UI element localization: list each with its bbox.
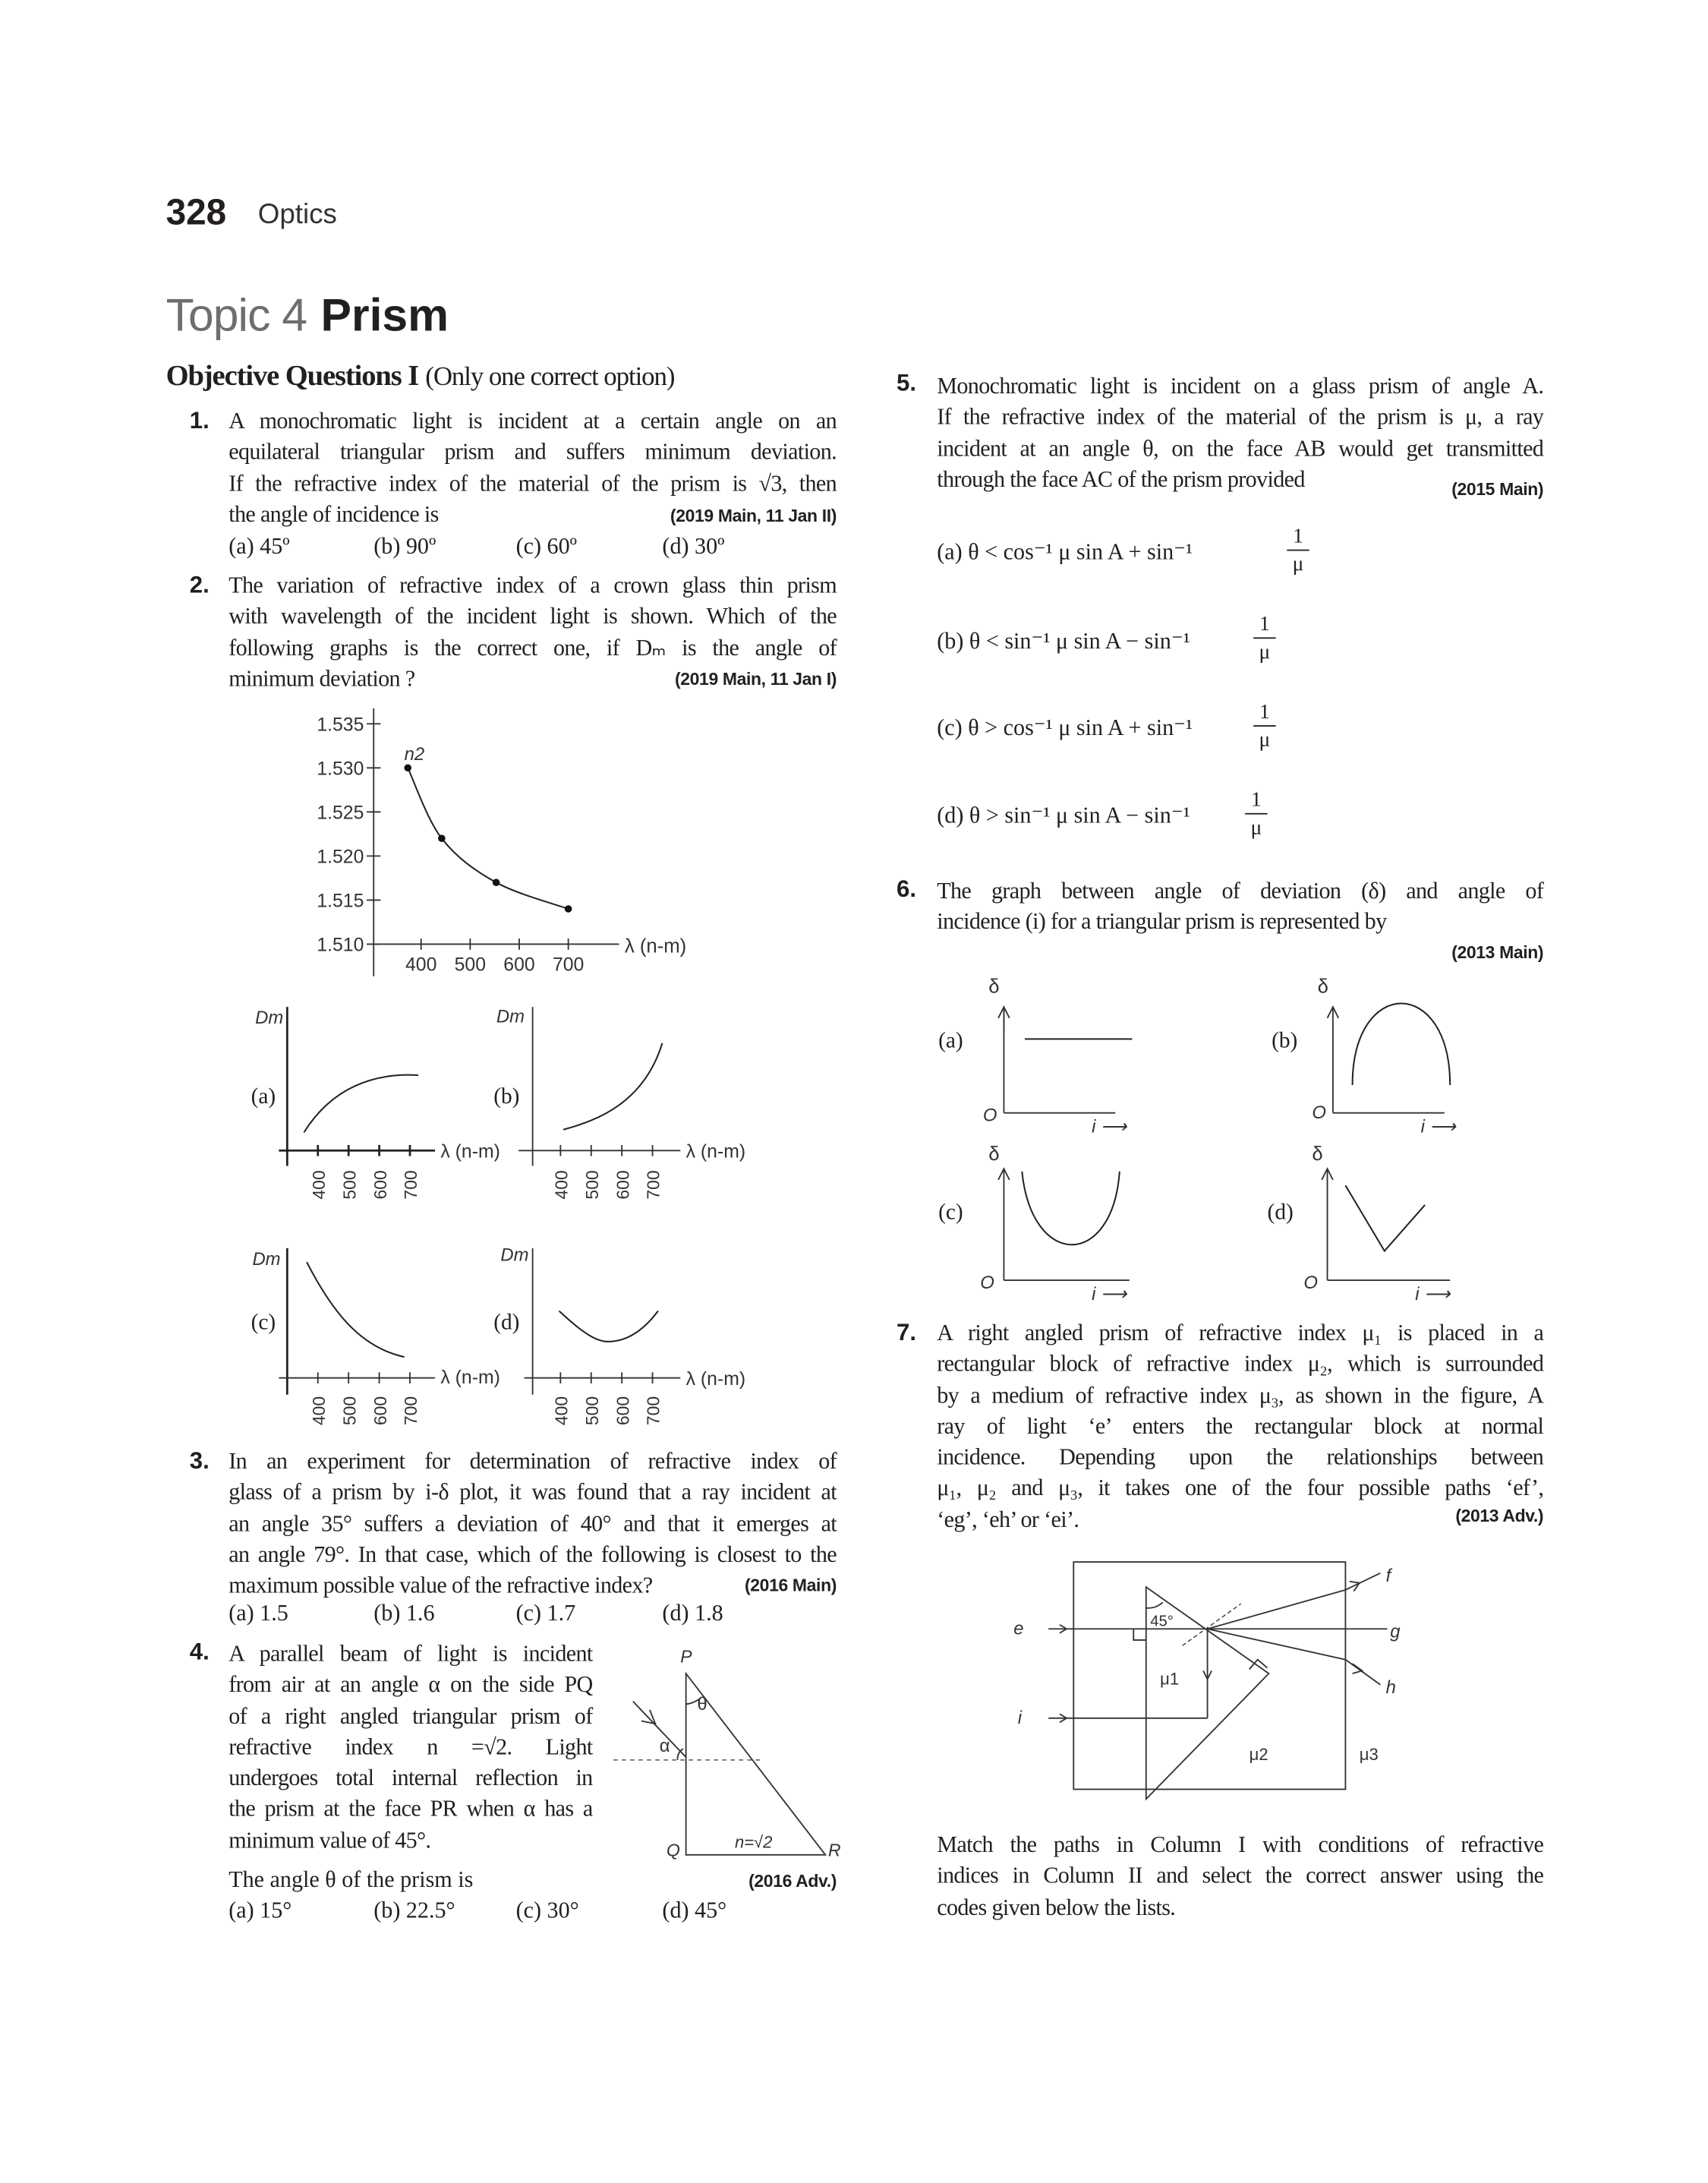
ray-label-i: i xyxy=(1017,1708,1023,1729)
text-line: glass of a prism by i-δ plot, it was found that a ray incident at xyxy=(228,1478,837,1506)
tick-label: 700 xyxy=(401,1396,421,1426)
y-tick-label: 1.515 xyxy=(317,891,364,912)
curve xyxy=(1353,1004,1451,1085)
y-axis-label: δ xyxy=(1312,1144,1323,1166)
text-line: A right angled prism of refractive index μ₁ is placed in a xyxy=(937,1319,1544,1346)
tick-label: 500 xyxy=(581,1170,602,1200)
tick-label: 500 xyxy=(339,1170,360,1200)
graph-label: (a) xyxy=(938,1028,963,1053)
graph-label: (c) xyxy=(938,1200,963,1225)
data-point xyxy=(404,765,411,772)
tick-label: 500 xyxy=(339,1396,360,1426)
graph-label: (a) xyxy=(251,1084,276,1109)
x-axis-label: λ (n-m) xyxy=(440,1141,500,1162)
curve xyxy=(304,1075,418,1133)
option-b[interactable]: (b) 1.6 xyxy=(373,1599,435,1626)
option-a[interactable]: (a) 15° xyxy=(228,1896,292,1923)
question-number: 1. xyxy=(189,407,210,434)
curve xyxy=(563,1043,662,1130)
y-tick-label: 1.510 xyxy=(317,935,364,956)
ray-label-e: e xyxy=(1013,1618,1024,1639)
x-axis-label: i ⟶ xyxy=(1092,1116,1127,1137)
text-line: by a medium of refractive index μ₃, as shown in the figure, A xyxy=(937,1381,1544,1409)
option-d[interactable]: (d) θ > sin⁻¹ μ sin A − sin⁻¹ xyxy=(937,802,1190,828)
option-graph-d[interactable] xyxy=(493,1244,745,1425)
question-source: (2016 Adv.) xyxy=(748,1871,837,1891)
option-graph-b[interactable] xyxy=(493,1006,745,1199)
text-line: following graphs is the correct one, if Dₘ is the angle of xyxy=(228,633,837,661)
text-line: undergoes total internal reflection in xyxy=(228,1764,593,1791)
y-axis-label: Dm xyxy=(252,1248,281,1270)
text-line: through the face AC of the prism provided xyxy=(937,465,1305,493)
numerator: 1 xyxy=(1245,788,1267,815)
tick-label: 600 xyxy=(613,1396,633,1426)
ray-label-h: h xyxy=(1385,1677,1396,1698)
mu3-label: μ3 xyxy=(1359,1744,1379,1764)
x-axis-label: λ (n-m) xyxy=(440,1368,500,1389)
x-axis-label: i ⟶ xyxy=(1420,1116,1456,1137)
page-number: 328 xyxy=(165,191,227,233)
graph-label: (b) xyxy=(1272,1028,1298,1053)
series-label: n2 xyxy=(404,744,425,765)
question-number: 5. xyxy=(896,369,917,396)
tick-label: 700 xyxy=(643,1396,663,1426)
text-line: incidence. Depending upon the relationships between xyxy=(937,1443,1544,1471)
option-a[interactable]: (a) 1.5 xyxy=(228,1599,288,1626)
data-point xyxy=(493,879,500,886)
x-tick-label: 400 xyxy=(405,954,437,976)
tick-label: 500 xyxy=(581,1396,602,1426)
numerator: 1 xyxy=(1253,612,1275,639)
origin-label: O xyxy=(1312,1103,1326,1124)
x-axis-label: λ (n-m) xyxy=(685,1141,746,1162)
x-axis-label: λ (n-m) xyxy=(685,1368,746,1390)
y-tick-label: 1.525 xyxy=(317,803,364,824)
text-line: minimum value of 45°. xyxy=(228,1826,431,1853)
mu2-label: μ2 xyxy=(1249,1744,1268,1764)
deviation-graph-d[interactable] xyxy=(1268,1144,1452,1304)
text-line: Monochromatic light is incident on a glass prism of angle A. xyxy=(937,372,1544,399)
vertex-label-q: Q xyxy=(666,1840,680,1860)
tick-label: 600 xyxy=(370,1396,390,1426)
option-d[interactable]: (d) 1.8 xyxy=(662,1599,723,1626)
deviation-graph-b[interactable] xyxy=(1272,976,1457,1137)
x-axis-label: i ⟶ xyxy=(1092,1283,1127,1304)
text-line: refractive index n =√2. Light xyxy=(228,1733,593,1760)
text-line: In an experiment for determination of refractive index of xyxy=(228,1447,837,1475)
text-line: equilateral triangular prism and suffers minimum deviation. xyxy=(228,438,837,465)
text-line: The variation of refractive index of a crown glass thin prism xyxy=(228,572,837,598)
data-point xyxy=(438,834,446,842)
y-tick-label: 1.520 xyxy=(317,847,364,868)
text-line: incidence (i) for a triangular prism is represented by xyxy=(937,908,1387,935)
text-line: ray of light ‘e’ enters the rectangular block at normal xyxy=(937,1412,1544,1440)
tick-label: 600 xyxy=(613,1170,633,1200)
right-angle-prism-figure xyxy=(613,1646,840,1860)
question-number: 3. xyxy=(189,1447,210,1475)
graph-label: (b) xyxy=(493,1084,520,1109)
series-line xyxy=(408,768,568,909)
origin-label: O xyxy=(1303,1273,1318,1294)
option-c[interactable]: (c) 1.7 xyxy=(515,1599,576,1626)
denominator: μ xyxy=(1259,729,1271,752)
x-axis-label: i ⟶ xyxy=(1415,1283,1451,1304)
x-tick-label: 700 xyxy=(552,954,585,976)
question-source: (2019 Main, 11 Jan I) xyxy=(674,669,837,689)
option-c[interactable]: (c) θ > cos⁻¹ μ sin A + sin⁻¹ xyxy=(937,714,1193,741)
curve xyxy=(1022,1172,1120,1244)
text-line: If the refractive index of the material of the prism is √3, then xyxy=(228,469,837,497)
y-axis-label: δ xyxy=(988,1144,1000,1166)
y-axis-label: δ xyxy=(1317,976,1328,998)
tick-label: 700 xyxy=(401,1170,421,1200)
y-tick-label: 1.530 xyxy=(317,759,364,780)
y-axis-label: Dm xyxy=(255,1008,284,1029)
text-line: the prism at the face PR when α has a xyxy=(228,1795,593,1822)
text-line: A parallel beam of light is incident xyxy=(228,1639,593,1667)
y-axis-label: Dm xyxy=(500,1244,529,1266)
question-source: (2013 Adv.) xyxy=(1455,1506,1544,1526)
text-line: of a right angled triangular prism of xyxy=(228,1702,593,1729)
origin-label: O xyxy=(980,1273,994,1294)
option-b[interactable]: (b) 90º xyxy=(373,532,436,560)
question-source: (2019 Main, 11 Jan II) xyxy=(670,506,837,526)
text-line: the angle of incidence is xyxy=(228,500,439,528)
option-c[interactable]: (c) 30° xyxy=(515,1896,579,1923)
section-title: Optics xyxy=(257,199,337,231)
vertex-label-r: R xyxy=(827,1840,841,1860)
ray-label-g: g xyxy=(1390,1621,1401,1642)
text-line: an angle 35° suffers a deviation of 40° and that it emerges at xyxy=(228,1509,837,1537)
data-point xyxy=(565,905,572,913)
text-line: The graph between angle of deviation (δ) and angle of xyxy=(937,877,1544,904)
graph-label: (d) xyxy=(493,1310,520,1335)
x-tick-label: 500 xyxy=(454,954,487,976)
question-number: 6. xyxy=(896,875,917,903)
question-number: 2. xyxy=(189,572,210,598)
origin-label: O xyxy=(982,1105,997,1126)
option-c[interactable]: (c) 60º xyxy=(515,532,577,560)
ray-label-f: f xyxy=(1385,1565,1391,1586)
tick-label: 400 xyxy=(308,1170,329,1200)
curve xyxy=(307,1262,405,1357)
question-source: (2013 Main) xyxy=(1451,942,1544,963)
prism-in-block-figure xyxy=(1013,1562,1401,1799)
option-b[interactable]: (b) θ < sin⁻¹ μ sin A − sin⁻¹ xyxy=(937,627,1190,655)
text-line: an angle 79°. In that case, which of the following is closest to the xyxy=(228,1541,837,1568)
option-a[interactable]: (a) θ < cos⁻¹ μ sin A + sin⁻¹ xyxy=(937,538,1193,565)
subheading-note: (Only one correct option) xyxy=(425,362,675,393)
alpha-label: α xyxy=(659,1735,670,1756)
x-axis-label: λ (n-m) xyxy=(624,935,687,957)
x-tick-label: 600 xyxy=(503,954,535,976)
text-line: maximum possible value of the refractive index? xyxy=(228,1572,653,1599)
text-line: with wavelength of the incident light is shown. Which of the xyxy=(228,602,837,629)
denominator: μ xyxy=(1259,641,1271,664)
option-b[interactable]: (b) 22.5° xyxy=(373,1896,455,1923)
y-tick-label: 1.535 xyxy=(317,715,364,736)
graph-label: (d) xyxy=(1267,1200,1294,1225)
tick-label: 400 xyxy=(308,1396,329,1426)
text-line: μ₁, μ₂ and μ₃, it takes one of the four possible paths ‘ef’, xyxy=(937,1475,1544,1502)
text-line: rectangular block of refractive index μ₂, which is surrounded xyxy=(937,1350,1544,1377)
question-number: 7. xyxy=(896,1319,917,1346)
theta-label: θ xyxy=(697,1693,707,1715)
option-graph-a[interactable] xyxy=(251,1007,500,1199)
option-d[interactable]: (d) 30º xyxy=(662,532,725,560)
topic-title: Prism xyxy=(320,289,449,341)
vertex-label-p: P xyxy=(680,1646,692,1667)
refractive-index-chart xyxy=(317,708,686,976)
denominator: μ xyxy=(1250,817,1262,840)
option-a[interactable]: (a) 45º xyxy=(228,532,290,560)
text-line: A monochromatic light is incident at a certain angle on an xyxy=(228,407,837,434)
deviation-graph-a[interactable] xyxy=(938,976,1132,1137)
question-line: The angle θ of the prism is xyxy=(228,1866,474,1893)
deviation-graph-c[interactable] xyxy=(938,1144,1130,1304)
text-line: Match the paths in Column I with conditions of refractive xyxy=(937,1831,1544,1858)
tick-label: 400 xyxy=(551,1396,572,1426)
option-d[interactable]: (d) 45° xyxy=(662,1896,727,1923)
angle-label: 45° xyxy=(1150,1613,1174,1630)
tick-label: 700 xyxy=(643,1170,663,1200)
text-line: codes given below the lists. xyxy=(937,1893,1176,1920)
curve xyxy=(559,1311,658,1341)
refractive-index-label: n=√2 xyxy=(734,1832,773,1852)
tick-label: 600 xyxy=(370,1170,390,1200)
text-line: indices in Column II and select the correct answer using the xyxy=(937,1862,1544,1889)
text-line: incident at an angle θ, on the face AB would get transmitted xyxy=(937,434,1544,462)
denominator: μ xyxy=(1292,554,1304,576)
y-axis-label: δ xyxy=(988,976,1000,998)
text-line: from air at an angle α on the side PQ xyxy=(228,1670,593,1698)
numerator: 1 xyxy=(1253,700,1275,727)
text-line: minimum deviation ? xyxy=(228,664,415,692)
question-source: (2016 Main) xyxy=(744,1576,837,1596)
tick-label: 400 xyxy=(551,1170,572,1200)
graph-label: (c) xyxy=(251,1310,276,1335)
numerator: 1 xyxy=(1287,525,1309,551)
topic-label: Topic 4 xyxy=(165,289,307,341)
mu1-label: μ1 xyxy=(1160,1669,1180,1689)
text-line: If the refractive index of the material of the prism is μ, a ray xyxy=(937,403,1544,431)
subheading-title: Objective Questions I xyxy=(165,358,419,393)
question-number: 4. xyxy=(189,1639,210,1666)
curve xyxy=(1345,1185,1425,1251)
text-line: ‘eg’, ‘eh’ or ‘ei’. xyxy=(937,1506,1079,1533)
question-source: (2015 Main) xyxy=(1451,479,1544,500)
option-graph-c[interactable] xyxy=(251,1248,500,1425)
y-axis-label: Dm xyxy=(496,1006,525,1027)
